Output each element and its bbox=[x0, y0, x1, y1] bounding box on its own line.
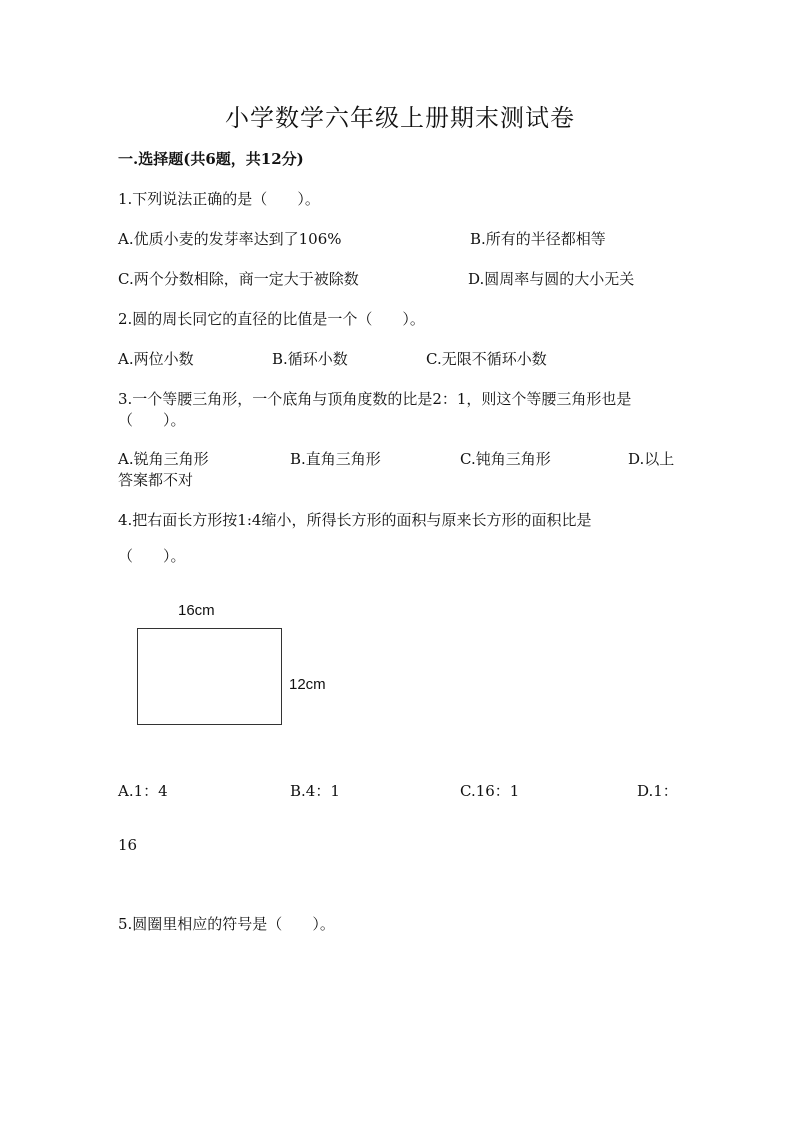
question-4-option-c: C.16：1 bbox=[460, 782, 520, 800]
question-3-option-b: B.直角三角形 bbox=[290, 450, 381, 468]
question-4-stem-line1: 4.把右面长方形按1:4缩小，所得长方形的面积与原来长方形的面积比是 bbox=[118, 511, 592, 529]
question-1-option-b: B.所有的半径都相等 bbox=[470, 230, 606, 248]
rectangle-figure bbox=[137, 628, 282, 725]
question-3-stem-line1: 3.一个等腰三角形，一个底角与顶角度数的比是2：1，则这个等腰三角形也是 bbox=[118, 390, 632, 408]
question-3-option-a: A.锐角三角形 bbox=[118, 450, 209, 468]
question-2-option-c: C.无限不循环小数 bbox=[426, 350, 547, 368]
rectangle-height-label: 12cm bbox=[289, 676, 326, 693]
question-1-stem: 1.下列说法正确的是（ ）。 bbox=[118, 190, 320, 208]
question-2-option-b: B.循环小数 bbox=[272, 350, 348, 368]
question-1-option-c: C.两个分数相除，商一定大于被除数 bbox=[118, 270, 359, 288]
question-3-stem-line2: （ ）。 bbox=[118, 411, 186, 429]
page-title: 小学数学六年级上册期末测试卷 bbox=[225, 104, 575, 132]
question-4-option-d-wrap: 16 bbox=[118, 836, 138, 854]
question-4-stem-line2: （ ）。 bbox=[118, 547, 186, 565]
question-5-stem: 5.圆圈里相应的符号是（ ）。 bbox=[118, 915, 335, 933]
rectangle-width-label: 16cm bbox=[178, 602, 215, 619]
question-1-option-d: D.圆周率与圆的大小无关 bbox=[468, 270, 635, 288]
question-2-stem: 2.圆的周长同它的直径的比值是一个（ ）。 bbox=[118, 310, 425, 328]
question-3-option-d: D.以上 bbox=[628, 450, 675, 468]
question-3-option-c: C.钝角三角形 bbox=[460, 450, 551, 468]
question-4-option-a: A.1：4 bbox=[118, 782, 168, 800]
question-4-option-d: D.1： bbox=[637, 782, 678, 800]
question-3-option-d-wrap: 答案都不对 bbox=[118, 471, 194, 489]
question-1-option-a: A.优质小麦的发芽率达到了106% bbox=[118, 230, 342, 248]
section-heading: 一.选择题(共6题，共12分) bbox=[118, 150, 304, 168]
question-2-option-a: A.两位小数 bbox=[118, 350, 194, 368]
question-4-option-b: B.4：1 bbox=[290, 782, 340, 800]
